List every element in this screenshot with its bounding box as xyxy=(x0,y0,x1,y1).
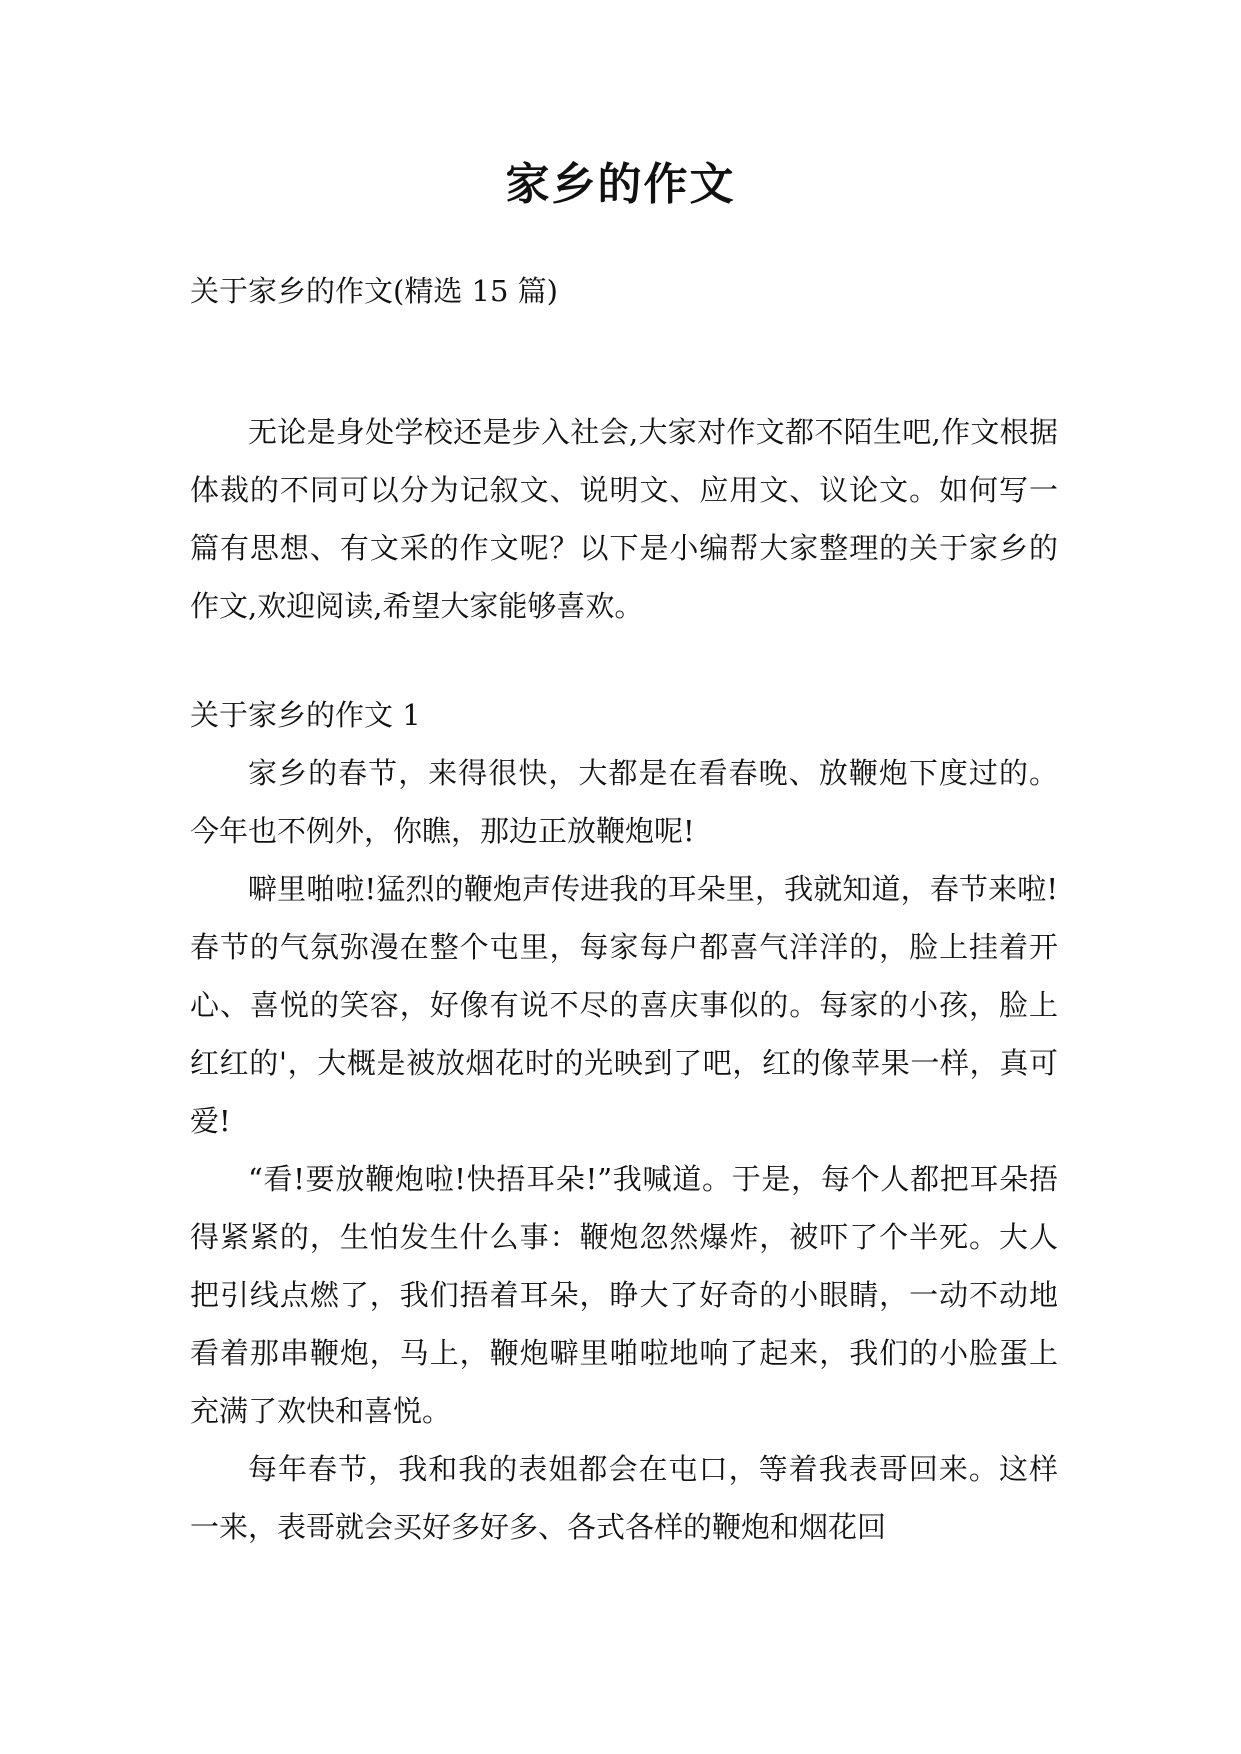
section-title: 关于家乡的作文 1 xyxy=(190,698,421,732)
article-paragraph: 每年春节，我和我的表姐都会在屯口，等着我表哥回来。这样一来，表哥就会买好多好多、各式各样的鞭炮和烟花回 xyxy=(190,1452,1058,1544)
article-paragraph: “看!要放鞭炮啦!快捂耳朵!”我喊道。于是，每个人都把耳朵捂得紧紧的，生怕发生什么事：鞭炮忽然爆炸，被吓了个半死。大人把引线点燃了，我们捂着耳朵，睁大了好奇的小眼睛，一动不动地看着那串鞭炮，马上，鞭炮噼里啪啦地响了起来，我们的小脸蛋上充满了欢快和喜悦。 xyxy=(190,1162,1058,1428)
intro-paragraph: 无论是身处学校还是步入社会,大家对作文都不陌生吧,作文根据体裁的不同可以分为记叙文、说明文、应用文、议论文。如何写一篇有思想、有文采的作文呢？以下是小编帮大家整理的关于家乡的作文,欢迎阅读,希望大家能够喜欢。 xyxy=(190,415,1058,623)
document-subtitle: 关于家乡的作文(精选 15 篇) xyxy=(190,274,558,308)
article-paragraph: 家乡的春节，来得很快，大都是在看春晚、放鞭炮下度过的。今年也不例外，你瞧，那边正放鞭炮呢! xyxy=(190,756,1058,848)
article-section xyxy=(190,686,1058,1556)
document-title: 家乡的作文 xyxy=(505,159,736,210)
article-paragraph: 噼里啪啦!猛烈的鞭炮声传进我的耳朵里，我就知道，春节来啦!春节的气氛弥漫在整个屯里，每家每户都喜气洋洋的，脸上挂着开心、喜悦的笑容，好像有说不尽的喜庆事似的。每家的小孩，脸上红红的'，大概是被放烟花时的光映到了吧，红的像苹果一样，真可爱! xyxy=(190,872,1058,1138)
